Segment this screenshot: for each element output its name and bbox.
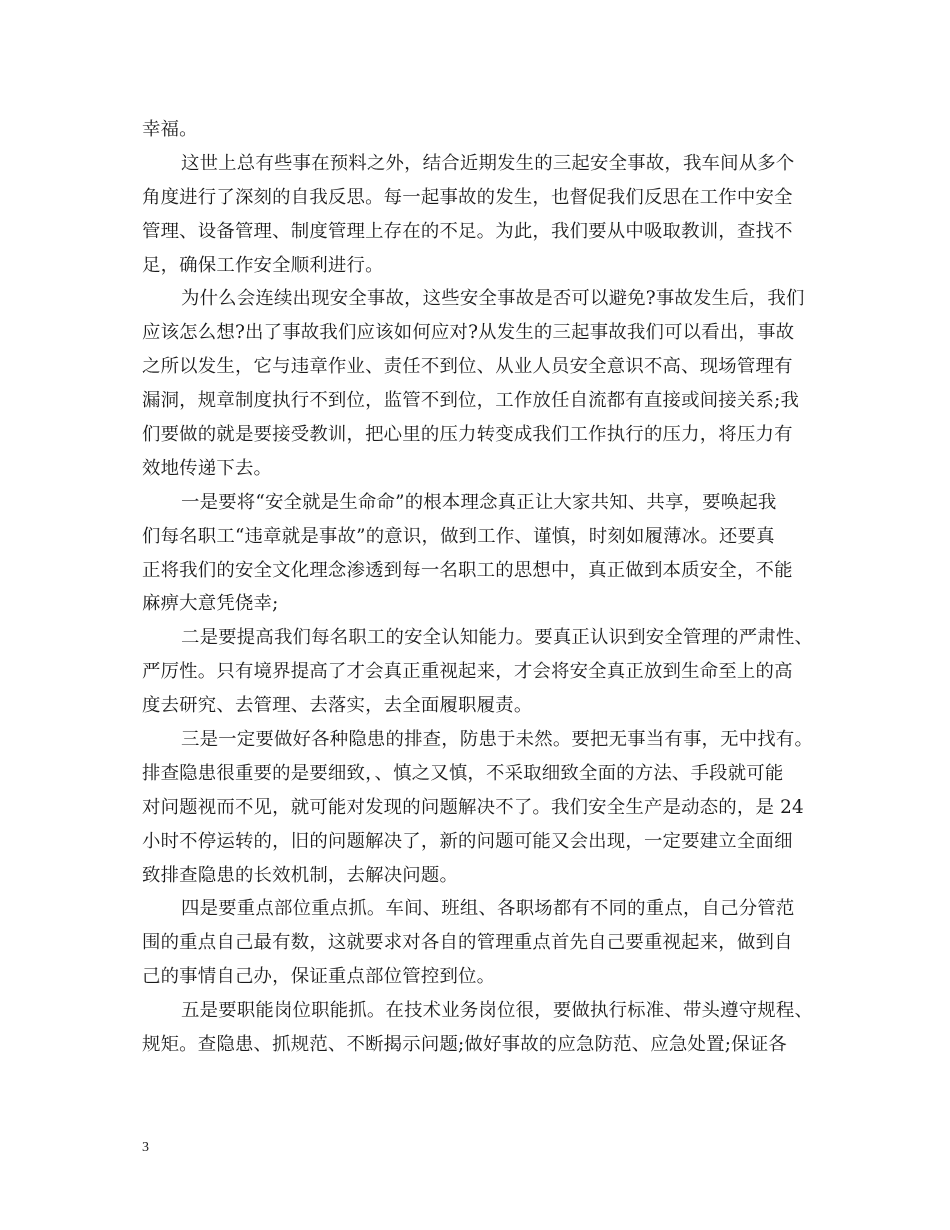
text-line: 之所以发生，它与违章作业、责任不到位、从业人员安全意识不高、现场管理有 xyxy=(142,356,793,378)
text-line: 二是要提高我们每名职工的安全认知能力。要真正认识到安全管理的严肃性、 xyxy=(181,627,814,649)
text-line: 排查隐患很重要的是要细致，、慎之又慎，不采取细致全面的方法、手段就可能 xyxy=(142,762,784,784)
text-line: 角度进行了深刻的自我反思。每一起事故的发生，也督促我们反思在工作中安全 xyxy=(142,186,793,208)
document-body xyxy=(142,113,824,1062)
text-line: 麻痹大意凭侥幸; xyxy=(142,593,279,615)
text-line: 规矩。查隐患、抓规范、不断揭示问题;做好事故的应急防范、应急处置;保证各 xyxy=(142,1034,787,1056)
text-line: 对问题视而不见，就可能对发现的问题解决不了。我们安全生产是动态的，是 24 xyxy=(142,796,804,818)
text-line: 己的事情自己办，保证重点部位管控到位。 xyxy=(142,966,496,988)
text-line: 致排查隐患的长效机制，去解决问题。 xyxy=(142,864,459,886)
text-line: 们每名职工“违章就是事故”的意识，做到工作、谨慎，时刻如履薄冰。还要真 xyxy=(142,525,775,547)
text-line: 四是要重点部位重点抓。车间、班组、各职场都有不同的重点，自己分管范 xyxy=(181,898,795,920)
page-number: 3 xyxy=(142,1140,149,1155)
text-line: 这世上总有些事在预料之外，结合近期发生的三起安全事故，我车间从多个 xyxy=(181,152,795,174)
text-line: 漏洞，规章制度执行不到位，监管不到位，工作放任自流都有直接或间接关系;我 xyxy=(142,390,800,412)
text-line: 五是要职能岗位职能抓。在技术业务岗位很，要做执行标准、带头遵守规程、 xyxy=(181,1000,814,1022)
text-line: 为什么会连续出现安全事故，这些安全事故是否可以避免?事故发生后，我们 xyxy=(181,288,805,310)
text-line: 严厉性。只有境界提高了才会真正重视起来，才会将安全真正放到生命至上的高 xyxy=(142,661,793,683)
text-line: 正将我们的安全文化理念渗透到每一名职工的思想中，真正做到本质安全，不能 xyxy=(142,559,793,581)
text-line: 小时不停运转的，旧的问题解决了，新的问题可能又会出现，一定要建立全面细 xyxy=(142,830,793,852)
text-line: 度去研究、去管理、去落实，去全面履职履责。 xyxy=(142,695,533,717)
text-line: 管理、设备管理、制度管理上存在的不足。为此，我们要从中吸取教训，查找不 xyxy=(142,220,793,242)
text-line: 围的重点自己最有数，这就要求对各自的管理重点首先自己要重视起来，做到自 xyxy=(142,932,793,954)
text-line: 应该怎么想?出了事故我们应该如何应对?从发生的三起事故我们可以看出，事故 xyxy=(142,322,795,344)
text-line: 足，确保工作安全顺利进行。 xyxy=(142,254,384,276)
text-line: 幸福。 xyxy=(142,119,198,140)
text-line: 们要做的就是要接受教训，把心里的压力转变成我们工作执行的压力，将压力有 xyxy=(142,424,793,446)
text-line: 一是要将“安全就是生命命”的根本理念真正让大家共知、共享，要唤起我 xyxy=(181,491,777,513)
text-line: 三是一定要做好各种隐患的排查，防患于未然。要把无事当有事，无中找有。 xyxy=(181,729,814,751)
text-line: 效地传递下去。 xyxy=(142,457,273,479)
